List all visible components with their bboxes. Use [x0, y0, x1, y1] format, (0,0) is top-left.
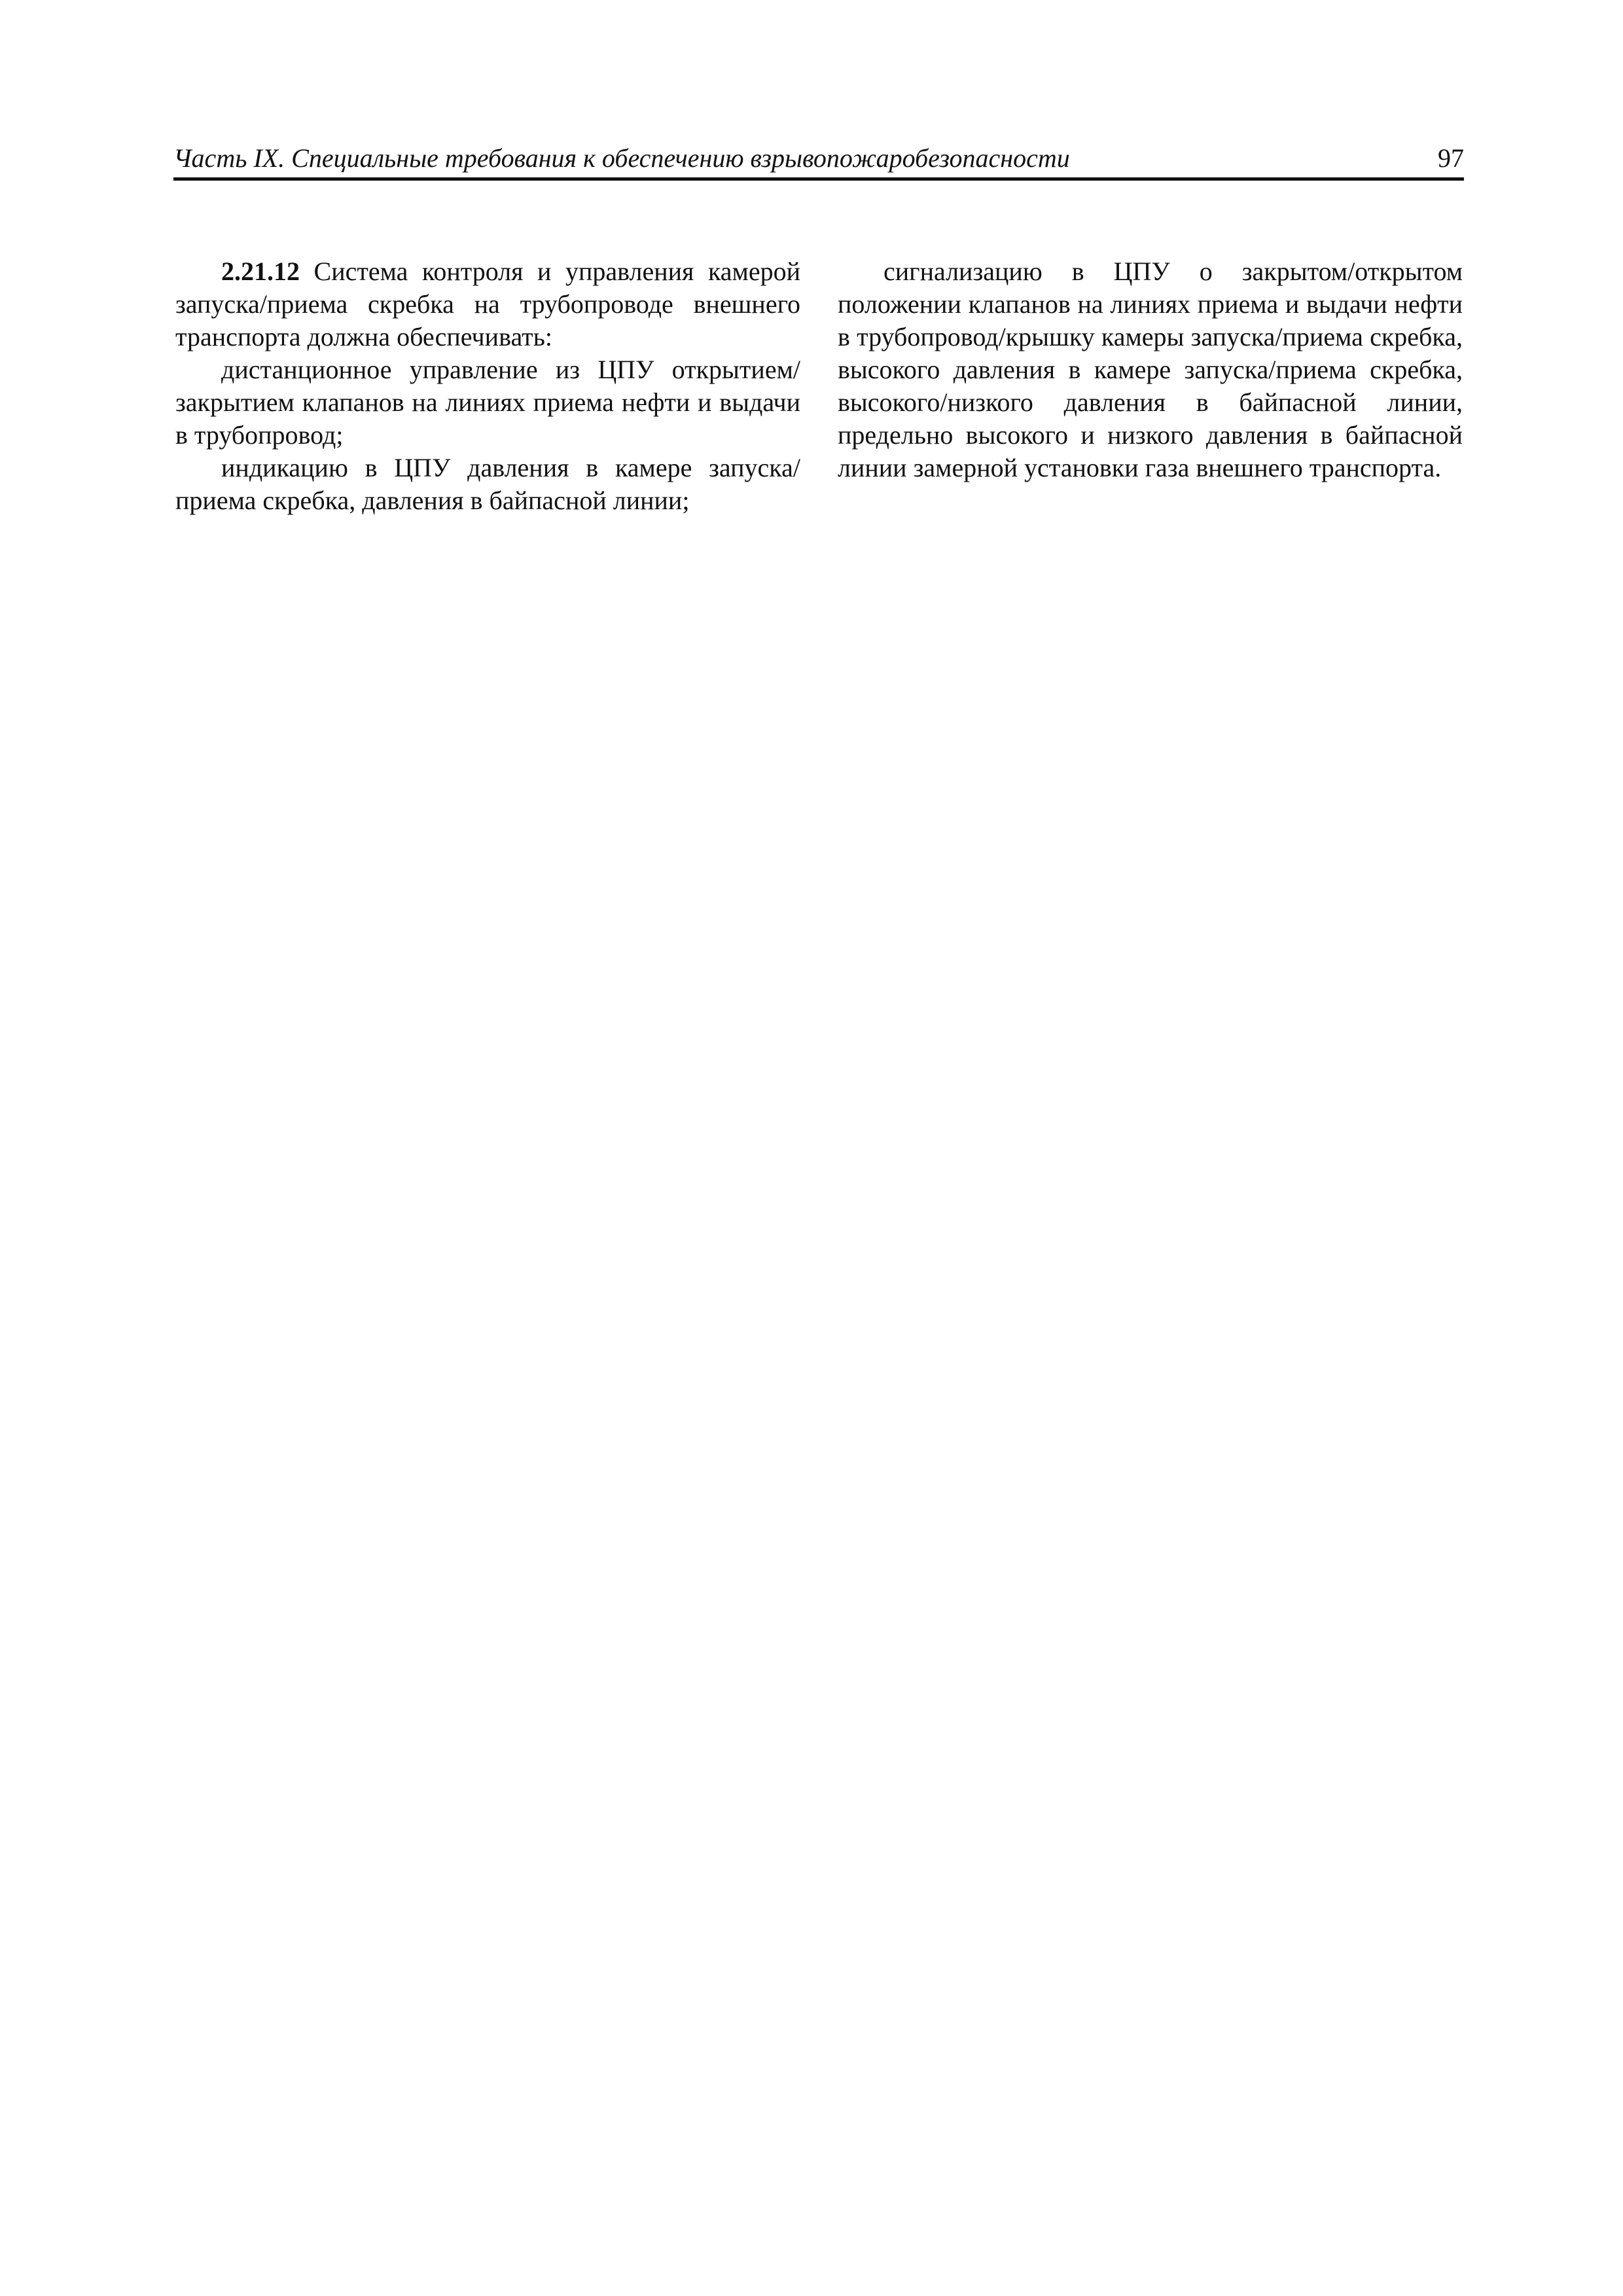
running-header — [173, 143, 1464, 179]
paragraph-indication: индикацию в ЦПУ давления в камере запуска/ приема скребка, давления в байпасной линии; — [175, 453, 800, 515]
paragraph-remote-control: дистанционное управление из ЦПУ открытием/ закрытием клапанов на линиях приема нефти и выдачи в трубопровод; — [175, 355, 800, 450]
page-number: 97 — [1438, 143, 1464, 173]
paragraph-number: 2.21.12 — [221, 257, 300, 286]
paragraph-text: Система контроля и управления камерой запуска/приема скребка на трубопроводе внешнего транспорта должна обеспечивать: — [175, 257, 800, 351]
running-header-title: Часть IX. Специальные требования к обеспечению взрывопожаробезопасности — [173, 143, 1070, 173]
paragraph-2-21-12 — [175, 255, 800, 353]
header-rule — [173, 177, 1464, 181]
left-column — [175, 255, 800, 517]
paragraph-signalling: сигнализацию в ЦПУ о закрытом/открытом положении клапанов на линиях приема и выдачи нефти в трубопровод/крышку камеры запуска/приема скребка, высокого давления в камере запуска/приема скребка, высокого/низкого давления в байпасной линии, предельно высокого и низкого давления в байпасной линии замерной установки газа внешнего транспорта. — [838, 257, 1463, 482]
right-column — [838, 255, 1463, 484]
